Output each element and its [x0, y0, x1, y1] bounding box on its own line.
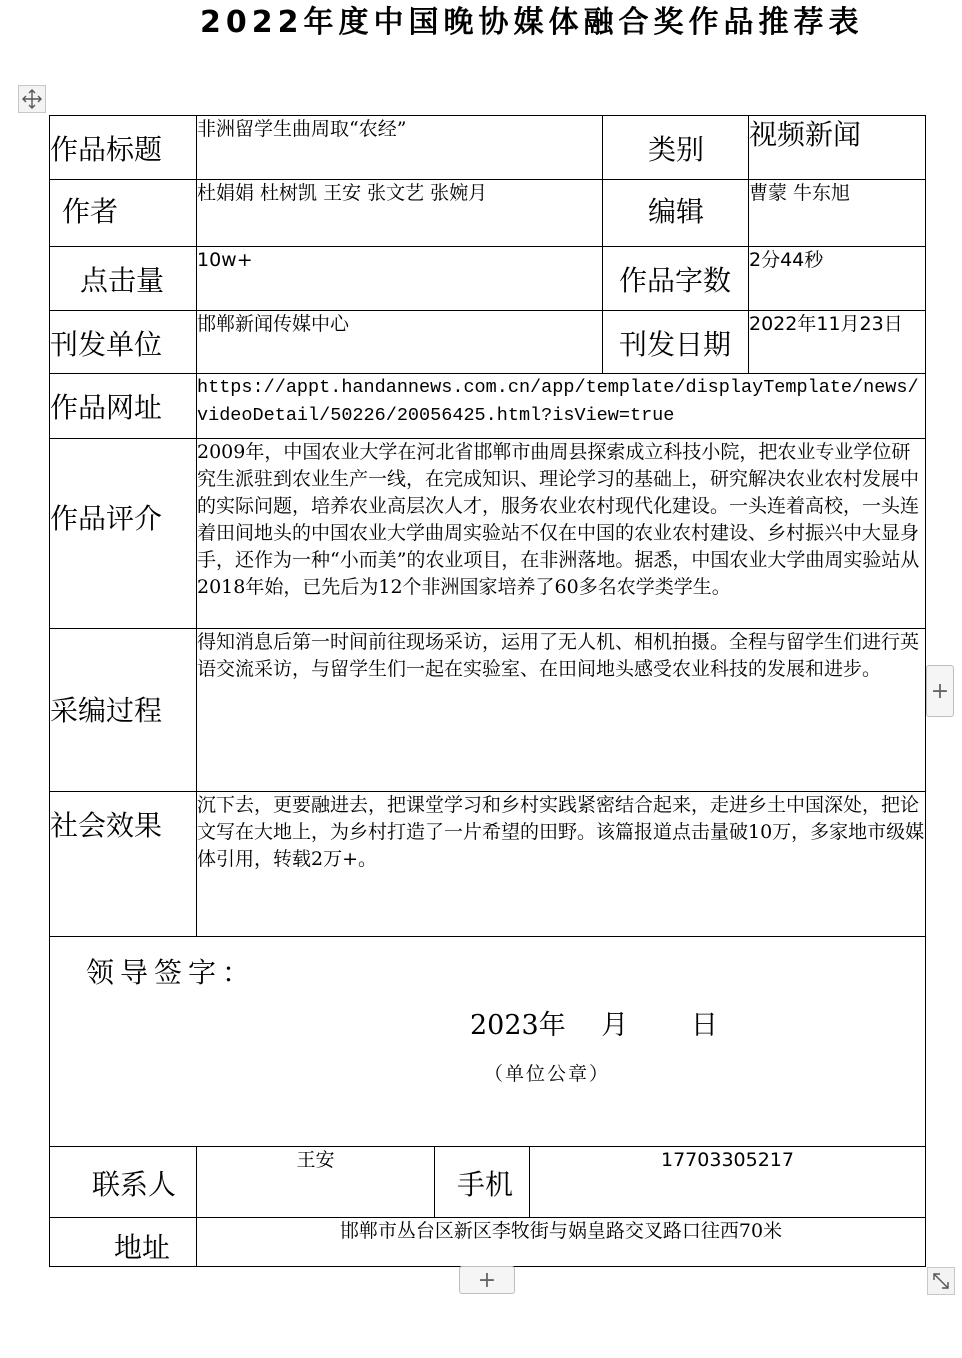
- work-title-value[interactable]: 非洲留学生曲周取“农经”: [197, 116, 603, 180]
- contact-value[interactable]: 王安: [197, 1147, 435, 1218]
- review-label: 作品评介: [50, 439, 197, 629]
- address-value[interactable]: 邯郸市丛台区新区李牧街与娲皇路交叉路口往西70米: [197, 1218, 926, 1267]
- plus-icon: +: [477, 1267, 497, 1293]
- effect-label: 社会效果: [50, 792, 197, 937]
- word-count-label: 作品字数: [603, 247, 749, 311]
- clicks-value[interactable]: 10w+: [197, 247, 603, 311]
- table-row: [50, 247, 926, 311]
- process-label: 采编过程: [50, 629, 197, 792]
- seal-note: （单位公章）: [484, 1063, 611, 1085]
- author-label: 作者: [50, 180, 197, 247]
- table-row: [50, 792, 926, 937]
- category-value[interactable]: 视频新闻: [749, 116, 926, 180]
- publisher-value[interactable]: 邯郸新闻传媒中心: [197, 311, 603, 374]
- table-move-handle[interactable]: [18, 85, 46, 113]
- table-row: [50, 439, 926, 629]
- effect-value[interactable]: 沉下去，更要融进去，把课堂学习和乡村实践紧密结合起来，走进乡土中国深处，把论文写在大地上，为乡村打造了一片希望的田野。该篇报道点击量破10万，多家地市级媒体引用，转载2万+。: [197, 792, 926, 937]
- table-row: [50, 629, 926, 792]
- table-row: [50, 1218, 926, 1267]
- url-value[interactable]: https://appt.handannews.com.cn/app/template/displayTemplate/news/videoDetail/50226/20056425.html?isView=true: [197, 374, 926, 439]
- table-row: [50, 180, 926, 247]
- table-row: [50, 1147, 926, 1218]
- url-label: 作品网址: [50, 374, 197, 439]
- signature-date: 2023年 月 日: [470, 1010, 718, 1041]
- resize-icon: [930, 1270, 952, 1292]
- table-row: [50, 374, 926, 439]
- signature-cell[interactable]: [50, 937, 926, 1147]
- author-value[interactable]: 杜娟娟 杜树凯 王安 张文艺 张婉月: [197, 180, 603, 247]
- process-value[interactable]: 得知消息后第一时间前往现场采访，运用了无人机、相机拍摄。全程与留学生们进行英语交流采访，与留学生们一起在实验室、在田间地头感受农业科技的发展和进步。: [197, 629, 926, 792]
- add-column-button[interactable]: [926, 665, 954, 717]
- recommendation-form-table: [49, 115, 926, 1267]
- document-title: 2022年度中国晚协媒体融合奖作品推荐表: [200, 5, 864, 40]
- table-row: [50, 116, 926, 180]
- editor-value[interactable]: 曹蒙 牛东旭: [749, 180, 926, 247]
- publisher-label: 刊发单位: [50, 311, 197, 374]
- category-label: 类别: [603, 116, 749, 180]
- table-row: [50, 937, 926, 1147]
- signature-label: 领导签字：: [86, 956, 257, 989]
- table-resize-handle[interactable]: [927, 1267, 955, 1295]
- phone-label: 手机: [435, 1147, 530, 1218]
- add-row-button[interactable]: [459, 1266, 515, 1294]
- word-count-value[interactable]: 2分44秒: [749, 247, 926, 311]
- editor-label: 编辑: [603, 180, 749, 247]
- clicks-label: 点击量: [50, 247, 197, 311]
- review-value[interactable]: 2009年，中国农业大学在河北省邯郸市曲周县探索成立科技小院，把农业专业学位研究生派驻到农业生产一线，在完成知识、理论学习的基础上，研究解决农业农村发展中的实际问题，培养农业高层次人才，服务农业农村现代化建设。一头连着高校，一头连着田间地头的中国农业大学曲周实验站不仅在中国的农业农村建设、乡村振兴中大显身手，还作为一种“小而美”的农业项目，在非洲落地。据悉，中国农业大学曲周实验站从2018年始，已先后为12个非洲国家培养了60多名农学类学生。: [197, 439, 926, 629]
- publish-date-label: 刊发日期: [603, 311, 749, 374]
- address-label: 地址: [50, 1218, 197, 1267]
- phone-value[interactable]: 17703305217: [530, 1147, 926, 1218]
- table-row: [50, 311, 926, 374]
- publish-date-value[interactable]: 2022年11月23日: [749, 311, 926, 374]
- move-icon: [21, 88, 43, 110]
- plus-icon: +: [930, 678, 950, 704]
- work-title-label: 作品标题: [50, 116, 197, 180]
- contact-label: 联系人: [50, 1147, 197, 1218]
